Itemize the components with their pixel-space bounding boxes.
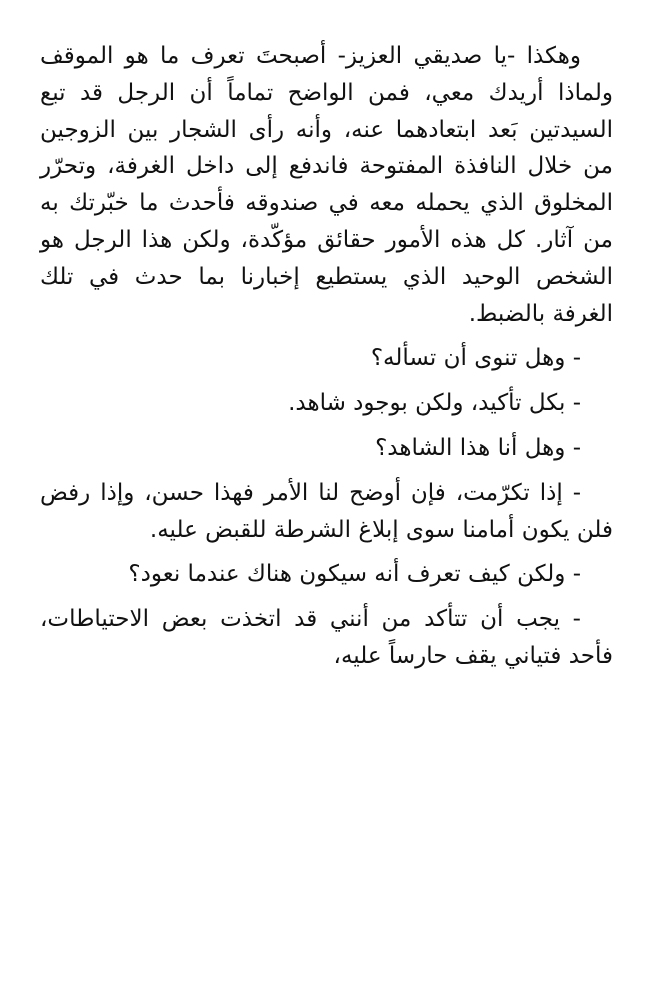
book-page xyxy=(40,38,613,675)
dialogue-line: - وهل أنا هذا الشاهد؟ xyxy=(375,434,581,461)
dialogue-line: - بكل تأكيد، ولكن بوجود شاهد. xyxy=(288,390,581,417)
dialogue-line: - إذا تكرّمت، فإن أوضح لنا الأمر فهذا حسن، وإذا رفض فلن يكون أمامنا سوى إبلاغ الشرطة للقبض عليه. xyxy=(40,479,613,543)
dialogue-line: - يجب أن تتأكد من أنني قد اتخذت بعض الاحتياطات، فأحد فتياني يقف حارساً عليه، xyxy=(40,606,613,669)
dialogue-line: - وهل تنوى أن تسأله؟ xyxy=(370,345,581,372)
dialogue-line: - ولكن كيف تعرف أنه سيكون هناك عندما نعود؟ xyxy=(128,561,581,588)
narrative-paragraph: وهكذا -يا صديقي العزيز- أصبحتَ تعرف ما هو الموقف ولماذا أريدك معي، فمن الواضح تماماً أن الرجل قد تبع السيدتين بَعد ابتعادهما عنه، وأنه رأى الشجار بين الزوجين من خلال النافذة المفتوحة فاندفع إلى داخل الغرفة، وتحرّر المخلوق الذي يحمله معه في صندوقه فأحدث ما خبّرتك به من آثار. كل هذه الأمور حقائق مؤكّدة، ولكن هذا الرجل هو الشخص الوحيد الذي يستطيع إخبارنا بما حدث في تلك الغرفة بالضبط. xyxy=(40,43,613,327)
